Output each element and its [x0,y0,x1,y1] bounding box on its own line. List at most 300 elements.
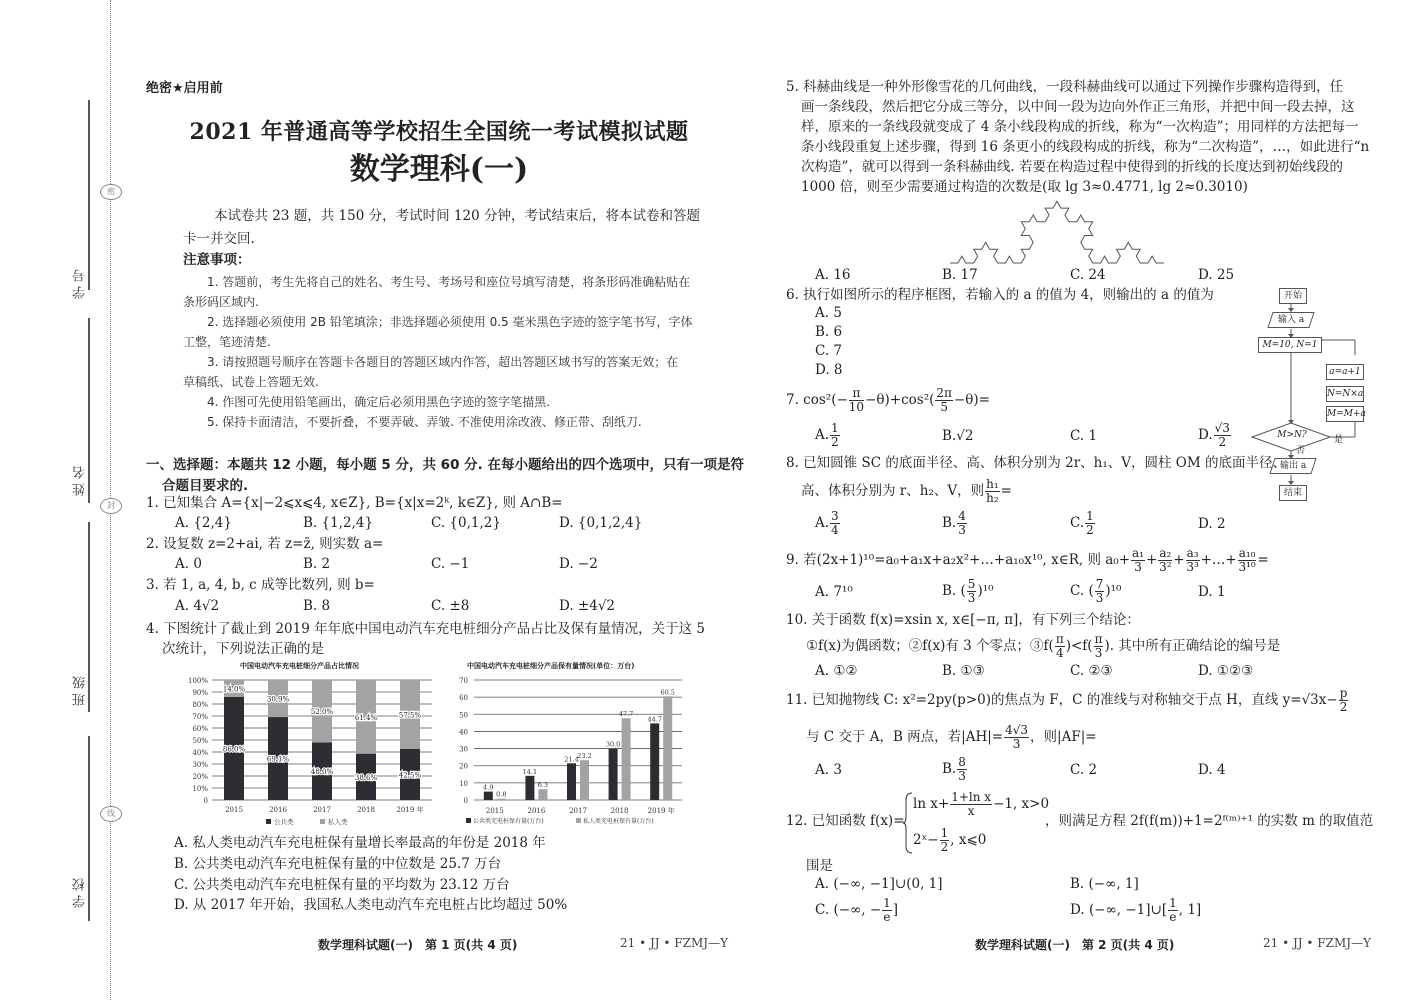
q9-option-d[interactable] [1198,584,1226,600]
bar-public [484,792,493,800]
q9-c-frac [1095,578,1105,605]
note-1-cont: 条形码区域内. [183,295,259,309]
q4-option-b[interactable]: B. 公共类电动汽车充电桩保有量的中位数是 25.7 万台 [174,856,502,872]
y-tick-label: 20 [459,762,468,771]
q7-frac-1-num: π [849,387,864,401]
data-label-private: 52.0% [310,708,334,717]
q5-line-6: 1000 倍，则至少需要通过构造的次数是(取 lg 3≈0.4771, lg 2≈0.3010) [801,179,1248,195]
q10-pre: ①f(x)为偶函数；②f(x)有 3 个零点；③f( [806,638,1054,654]
q5-line-4: 条小线段重复上述步骤，得到 16 条更小的线段构成的折线，称为“二次构造”，…，如此进行“n [801,139,1370,155]
secret-mark: 绝密★启用前 [146,81,223,96]
q7-pre: 7. cos²(− [786,392,848,408]
q9-d-text: 1 [1216,584,1226,600]
question-11-line-1 [786,685,1349,715]
q6-option-c[interactable]: C. 7 [815,343,843,359]
bar-public [525,776,534,800]
x-tick-label: 2015 [485,807,504,815]
question-8-line-2 [801,476,1012,506]
q12-d-den: e [1169,910,1177,924]
q11-c-label: C. [1070,762,1085,778]
q8-option-d[interactable] [1198,516,1226,532]
q12-c-den: e [883,910,891,924]
q9-frac-4 [1238,547,1257,574]
bar-private [580,760,589,800]
q7-c-label: C. [1070,428,1085,444]
q9-frac-2 [1158,547,1172,574]
q10-option-c[interactable]: C. ②③ [1070,663,1113,679]
q9-frac-3 [1186,547,1200,574]
q5-option-c[interactable]: C. 24 [1070,267,1106,283]
q12-case2-num: 1 [940,826,949,840]
section-heading-line-2: 合题目要求的. [162,478,249,494]
koch-curve [950,201,1164,263]
flowchart-input: 输入 a [1277,315,1305,325]
q9-b-frac [967,578,977,605]
q10-frac-2-num: π [1094,632,1103,646]
notes-list [183,272,692,432]
q9-frac-1-num: a₁ [1132,546,1144,560]
data-label-private: 23.2 [577,752,592,761]
q9-dots: +…+ [1200,552,1237,568]
q7-post: −θ)= [953,392,990,408]
bar-private [622,718,631,800]
q9-d-label: D. [1198,584,1213,600]
q5-option-a[interactable]: A. 16 [815,267,851,283]
data-label-public: 14.1 [522,767,538,776]
legend-swatch-public [266,819,271,824]
school-label: 学校 [73,874,88,908]
q7-frac-2-num: 2π [936,386,952,400]
note-1: 1. 答题前，考生先将自己的姓名、考生号、考场号和座位号填写清楚，将条形码准确粘贴在 [207,275,691,289]
q9-a-label: A. [815,584,830,600]
q5-option-d[interactable]: D. 25 [1198,267,1235,283]
q1-option-a[interactable]: A. {2,4} [175,515,232,531]
q7-b-label: B. [942,428,957,444]
q7-a-label: A. [815,427,830,443]
q11-option-c[interactable] [1070,762,1097,778]
q2-option-c[interactable]: C. −1 [431,556,470,572]
question-4-stem-line-1: 4. 下图统计了截止到 2019 年年底中国电动汽车充电桩细分产品占比及保有量情况，关于这 5 [146,621,705,637]
y-tick-label: 20% [192,773,208,781]
q7-d-label: D. [1198,427,1213,443]
q11-b-num: 8 [958,755,966,769]
y-tick-label: 60% [192,725,208,733]
q7-d-num: √3 [1214,421,1230,435]
q12-case1-post: −1, x>0 [993,796,1050,812]
intro-line-1: 本试卷共 23 题，共 150 分，考试时间 120 分钟，考试结束后，将本试卷和答题 [214,208,700,224]
flowchart-step-n: N=N×a [1326,386,1364,402]
q6-option-a[interactable]: A. 5 [815,305,842,321]
q9-frac-1 [1131,547,1145,574]
q8-post: = [1000,483,1012,499]
q10-frac-2-den: 3 [1094,646,1103,660]
stacked-share-chart [180,672,440,830]
q4-option-a[interactable]: A. 私人类电动汽车充电桩保有量增长率最高的年份是 2018 年 [174,835,546,851]
q11-a-label: A. [815,762,830,778]
q9-frac-1-den: 3 [1134,560,1142,574]
y-tick-label: 60 [459,694,468,703]
y-tick-label: 40% [192,749,208,757]
q8-option-b[interactable] [942,510,968,537]
q8-c-den: 2 [1086,523,1094,537]
q11-frac-1-den: 2 [1339,700,1348,714]
q7-a-frac [830,422,840,449]
q7-frac-2-den: 5 [940,400,948,414]
q7-c-text: 1 [1088,428,1098,444]
x-tick-label: 2018 [357,806,375,814]
seal-xian: 线 [100,806,122,822]
q9-b-pre: ( [960,583,966,599]
q9-frac-4-num: a₁₀ [1238,546,1256,560]
q8-pre: 高、体积分别为 r、h₂、V，则 [801,483,985,499]
q7-a-den: 2 [831,435,839,449]
q5-line-2: 画一条线段，然后把它分成三等分，以中间一段为边向外作正三角形，并把中间一段去掉，这 [801,99,1355,115]
x-tick-label: 2018 [610,807,629,815]
bar-public [609,749,618,800]
legend-swatch-private [320,819,325,824]
intro-line-2: 卡一并交回. [183,231,255,247]
y-tick-label: 50 [459,711,468,720]
q10-mid: )<f( [1065,638,1093,654]
q7-d-frac [1214,422,1231,449]
page-1-code: 21 • JJ • FZMJ—Y [620,936,728,950]
q1-option-b[interactable]: B. {1,2,4} [303,515,374,531]
q12-case1-pre: ln x+ [913,796,950,812]
question-10-stem: 10. 关于函数 f(x)=xsin x, x∈[−π, π]，有下列三个结论： [786,612,1140,628]
q2-option-a[interactable]: A. 0 [175,556,202,572]
q9-frac-2-num: a₂ [1159,546,1172,560]
q8-frac-den: h₂ [986,491,999,505]
q12-c-post: ] [892,902,899,918]
q9-a-text: 7¹⁰ [833,584,853,600]
x-tick-label: 2017 [569,807,587,815]
q9-plus-2: + [1173,552,1185,568]
q12-case1-den: x [967,804,975,818]
question-10-line-2 [806,631,1280,661]
q11-option-b[interactable] [942,756,968,783]
q7-mid: −θ)+cos²( [865,392,935,408]
question-3-stem: 3. 若 1, a, 4, b, c 成等比数列, 则 b= [146,577,375,593]
koch-curve-figure [948,185,1166,267]
x-tick-label: 2015 [225,806,243,814]
class-label: 班级 [73,672,88,706]
q12-option-b[interactable] [1070,876,1139,892]
piecewise-brace [903,792,913,854]
flowchart-step-m: M=M+a [1326,406,1364,422]
notes-heading: 注意事项： [183,252,251,268]
data-label-public: 42.5% [398,771,422,780]
q4-option-d[interactable]: D. 从 2017 年开始，我国私人类电动汽车充电桩占比均超过 50% [174,897,568,913]
bar-private [663,696,672,800]
q9-eq: = [1257,552,1269,568]
seal-mi: 密 [100,184,122,200]
q10-option-b[interactable]: B. ①③ [942,663,985,679]
q8-c-num: 1 [1086,509,1094,523]
q8-a-label: A. [815,515,830,531]
q12-c-label: C. [815,902,830,918]
q8-option-c[interactable] [1070,510,1096,537]
q10-frac-1-num: π [1055,632,1064,646]
q3-option-d[interactable]: D. ±4√2 [559,598,616,614]
flowchart-end: 结束 [1279,485,1307,501]
y-tick-label: 100% [187,677,208,685]
question-12-line-2: 围是 [806,858,833,874]
piecewise-case-1 [913,790,1049,818]
data-label-private: 60.5 [660,688,675,697]
q11-frac-1-num: p [1339,686,1348,700]
q6-option-d[interactable]: D. 8 [815,362,843,378]
q12-option-c[interactable] [815,897,898,924]
q8-d-label: D. [1198,516,1213,532]
note-3: 3. 请按照题号顺序在答题卡各题目的答题区域内作答，超出答题区域书写的答案无效；在 [207,355,679,369]
x-tick-label: 2017 [313,806,331,814]
page-2-code: 21 • JJ • FZMJ—Y [1263,936,1371,950]
y-tick-label: 0 [463,797,468,805]
legend-label-private: 私人类充电桩保有量(万台) [583,818,654,825]
q8-c-label: C. [1070,515,1085,531]
chart-1-title: 中国电动汽车充电桩细分产品占比情况 [240,662,359,670]
ownership-bar-chart [450,672,690,830]
data-label-public: 38.6% [354,773,378,782]
question-11-line-2 [806,722,1097,752]
legend-swatch-public [466,818,471,823]
q9-b-post: )¹⁰ [977,583,994,599]
question-2-stem: 2. 设复数 z=2+ai, 若 z=z̄, 则实数 a= [146,536,384,552]
q9-frac-3-den: 3³ [1186,560,1199,574]
x-tick-label: 2016 [527,807,546,815]
q9-option-a[interactable] [815,584,853,600]
y-tick-label: 80% [192,701,208,709]
question-1-stem: 1. 已知集合 A={x|−2⩽x⩽4, x∈Z}, B={x|x=2ᵏ, k∈Z}, 则 A∩B= [146,495,563,511]
q12-d-label: D. [1070,902,1085,918]
q11-b-label: B. [942,761,957,777]
q11-frac-2-den: 3 [1012,737,1021,751]
q10-option-d[interactable]: D. ①②③ [1198,663,1254,679]
q2-option-d[interactable]: D. −2 [559,556,598,572]
bar-private [538,789,547,800]
q11-l2-pre: 与 C 交于 A，B 两点，若|AH|= [806,729,1004,745]
q8-b-label: B. [942,515,957,531]
y-tick-label: 30% [192,761,208,769]
q11-b-den: 3 [958,769,966,783]
q7-option-d[interactable] [1198,422,1232,449]
y-tick-label: 0 [203,797,208,805]
q10-option-a[interactable]: A. ①② [815,663,858,679]
q8-b-frac [957,510,967,537]
exam-subtitle: 数学理科(一) [349,152,529,187]
q9-c-pre: ( [1088,583,1094,599]
q8-b-den: 3 [958,523,966,537]
legend-swatch-private [576,818,581,823]
q8-a-frac [830,510,840,537]
q12-d-frac [1168,897,1178,924]
q9-frac-4-den: 3¹⁰ [1238,560,1256,574]
q5-line-1: 5. 科赫曲线是一种外形像雪花的几何曲线，一段科赫曲线可以通过下列操作步骤构造得到，任 [786,79,1344,95]
q9-c-post: )¹⁰ [1105,583,1122,599]
data-label-private: 30.9% [266,695,290,704]
flowchart-no-label: 否 [1296,446,1306,456]
page-2-footer: 数学理科试题(一) 第 2 页(共 4 页) [975,938,1175,952]
bar-public [567,763,576,800]
q11-c-text: 2 [1088,762,1098,778]
q8-frac [985,478,1000,505]
data-label-private: 14.0% [222,685,246,694]
q3-option-b[interactable]: B. 8 [303,598,331,614]
q9-frac-3-num: a₃ [1186,546,1199,560]
q9-c-den: 3 [1095,591,1104,605]
q9-pre: 9. 若(2x+1)¹⁰=a₀+a₁x+a₂x²+…+a₁₀x¹⁰, x∈R, 则 a₀+ [786,552,1131,568]
q11-l2-post: ，则|AF|= [1030,729,1097,745]
question-7-stem [786,385,990,415]
y-tick-label: 70% [192,713,208,721]
note-2: 2. 选择题必须使用 2B 铅笔填涂；非选择题必须使用 0.5 毫米黑色字迹的签字笔书写，字体 [207,315,693,329]
data-label-public: 21.4 [564,755,579,764]
seal-feng: 封 [100,498,122,514]
q5-option-b[interactable]: B. 17 [942,267,978,283]
q9-plus-1: + [1146,552,1158,568]
y-tick-label: 40 [459,728,468,737]
q9-option-b[interactable] [942,578,994,605]
flowchart-condition: M>N? [1277,430,1307,440]
x-tick-label: 2016 [269,806,287,814]
q11-option-a[interactable] [815,762,842,778]
page-1-footer: 数学理科试题(一) 第 1 页(共 4 页) [318,938,518,952]
legend-label-public: 公共类 [274,818,294,826]
q10-frac-1 [1055,633,1065,660]
y-tick-label: 10 [459,779,468,788]
q9-b-label: B. [942,583,957,599]
y-tick-label: 10% [192,785,208,793]
q7-option-c[interactable] [1070,428,1097,444]
q7-a-num: 1 [831,421,839,435]
q1-option-c[interactable]: C. {0,1,2} [431,515,501,531]
q11-frac-2 [1004,724,1029,751]
q7-b-text: √2 [956,428,974,444]
q7-d-den: 2 [1218,435,1227,449]
question-12-pre: 12. 已知函数 f(x)= [786,813,905,829]
q3-option-c[interactable]: C. ±8 [431,598,470,614]
q1-option-d[interactable]: D. {0,1,2,4} [559,515,643,531]
flowchart-step-a: a=a+1 [1326,364,1364,380]
q12-case2-pre: 2ˣ− [913,832,939,848]
q12-c-pre: (−∞, − [833,902,882,918]
q8-frac-num: h₁ [986,477,999,491]
q12-d-pre: (−∞, −1]∪[ [1088,902,1168,918]
flowchart-output: 输出 a [1279,461,1307,471]
q12-case2-frac [940,827,950,854]
q12-a-label: A. [815,876,830,892]
note-4: 4. 作图可先使用铅笔画出，确定后必须用黑色字迹的签字笔描黑. [207,395,551,409]
flowchart-yes-label: 是 [1334,435,1344,445]
data-label-private: 61.4% [354,713,378,722]
piecewise-case-2 [913,826,986,854]
legend-label-private: 私人类 [328,818,348,826]
q12-c-num: 1 [883,896,891,910]
q11-b-frac [957,756,967,783]
q11-frac-1 [1339,687,1349,714]
data-label-public: 4.9 [483,783,494,792]
bar-private [497,799,506,800]
question-8-line-1: 8. 已知圆锥 SC 的底面半径、高、体积分别为 2r、h₁、V，圆柱 OM 的底面半径、 [786,455,1286,471]
q8-a-num: 3 [831,509,839,523]
flowchart-start: 开始 [1279,288,1307,304]
data-label-private: 57.5% [398,711,422,720]
q12-case2-post: , x⩽0 [950,832,987,848]
q9-frac-2-den: 3² [1159,560,1172,574]
q7-option-b[interactable] [942,428,973,444]
question-12-post: ，则满足方程 2f(f(m))+1=2ᶠ⁽ᵐ⁾⁺¹ 的实数 m 的取值范 [1045,813,1374,829]
q12-d-num: 1 [1169,896,1177,910]
q12-c-frac [882,897,892,924]
bar-public [650,723,659,800]
data-label-public: 86.0% [222,745,246,754]
q7-frac-2 [935,387,953,414]
q12-case2-den: 2 [940,840,949,854]
q5-line-3: 样，原来的一条线段就变成了 4 条小线段构成的折线，称为“一次构造”；用同样的方法把每一 [801,119,1359,135]
q12-d-post: , 1] [1178,902,1202,918]
student-id-label: 学号 [73,265,88,299]
q9-c-num: 7 [1095,577,1104,591]
q5-line-5: 次构造”，就可以得到一条科赫曲线. 若要在构造过程中使得到的折线的长度达到初始线段的 [801,159,1343,175]
q10-post: ). 其中所有正确结论的编号是 [1104,638,1281,654]
q9-b-den: 3 [967,591,976,605]
exam-title: 2021 年普通高等学校招生全国统一考试模拟试题 [189,119,689,145]
note-5: 5. 保持卡面清洁，不要折叠，不要弄破、弄皱. 不准使用涂改液、修正带、刮纸刀. [207,415,642,429]
data-label-public: 30.0 [605,740,621,749]
q8-option-a[interactable] [815,510,841,537]
q3-option-a[interactable]: A. 4√2 [175,598,220,614]
y-tick-label: 70 [459,677,468,685]
q12-a-text: (−∞, −1]∪(0, 1] [833,876,943,892]
question-6-stem: 6. 执行如图所示的程序框图，若输入的 a 的值为 4，则输出的 a 的值为 [786,287,1214,303]
note-3-cont: 草稿纸、试卷上答题无效. [183,375,319,389]
data-label-public: 48.0% [310,768,334,777]
q12-case1-num: 1+ln x [951,790,992,804]
q7-frac-1-den: 10 [848,400,865,414]
x-tick-label: 2019 年 [396,806,424,814]
q12-option-d[interactable] [1070,897,1201,924]
q11-d-label: D. [1198,762,1213,778]
q12-b-label: B. [1070,876,1085,892]
section-heading-line-1: 一、选择题：本题共 12 小题，每小题 5 分，共 60 分. 在每小题给出的四个选项中，只有一项是符 [146,457,744,473]
q2-option-b[interactable]: B. 2 [303,556,331,572]
flowchart-input-box [1267,312,1314,328]
q8-c-frac [1085,510,1095,537]
data-label-private: 6.3 [537,781,549,790]
data-label-public: 69.1% [266,755,290,764]
q9-option-c[interactable] [1070,578,1121,605]
q11-d-text: 4 [1216,762,1226,778]
y-tick-label: 90% [192,689,208,697]
y-tick-label: 50% [192,737,208,745]
q8-d-text: 2 [1216,516,1226,532]
q12-option-a[interactable] [815,876,943,892]
chart-2-title: 中国电动汽车充电桩细分产品保有量情况(单位：万台) [467,662,635,670]
q11-a-text: 3 [833,762,842,778]
q6-option-b[interactable]: B. 6 [815,324,843,340]
q7-option-a[interactable] [815,422,841,449]
q7-frac-1 [849,387,864,414]
q11-pre: 11. 已知抛物线 C: x²=2py(p>0)的焦点为 F，C 的准线与对称轴交于点 H，直线 y=√3x− [786,692,1338,708]
q4-option-c[interactable]: C. 公共类电动汽车充电桩保有量的平均数为 23.12 万台 [174,877,510,893]
question-4-stem-line-2: 次统计，下列说法正确的是 [162,641,324,657]
q11-frac-2-num: 4√3 [1005,723,1029,737]
name-label: 姓名 [73,462,88,496]
q11-option-d[interactable] [1198,762,1226,778]
y-tick-label: 30 [459,745,468,754]
q10-frac-2 [1094,633,1104,660]
q9-b-num: 5 [967,577,976,591]
